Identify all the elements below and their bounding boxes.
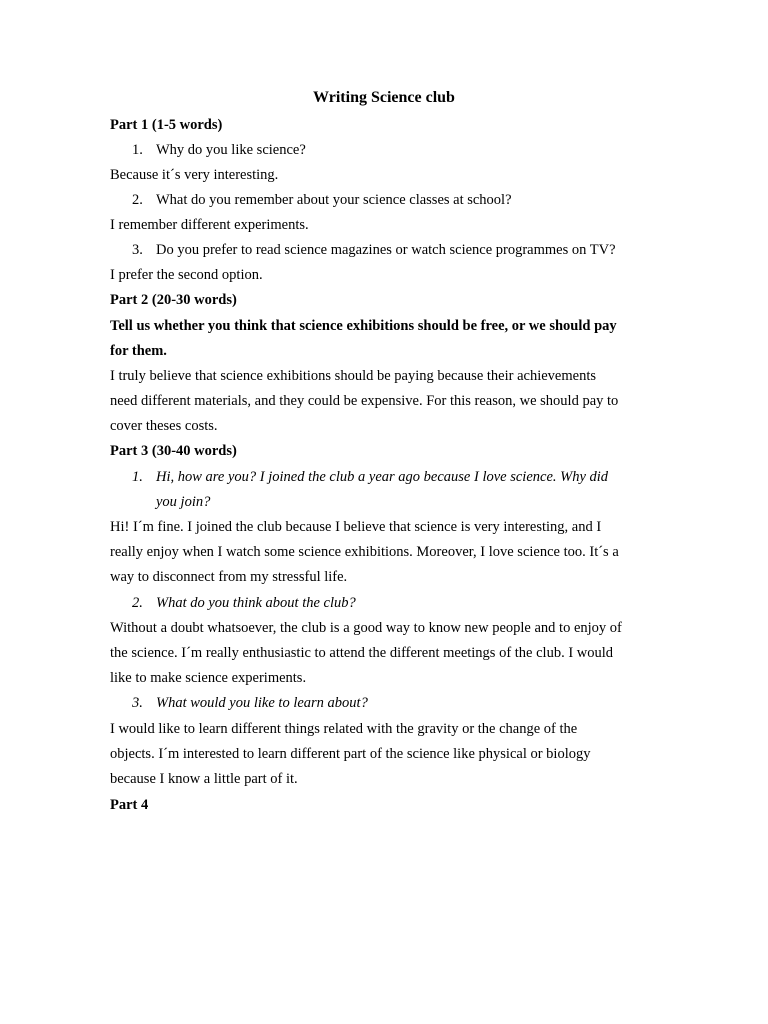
part1-q3-number: 3. <box>132 242 143 258</box>
part4-heading: Part 4 <box>110 797 149 813</box>
part3-a1-line1: Hi! I´m fine. I joined the club because I believe that science is very interesting, and I <box>110 519 602 535</box>
part3-a2-line3: like to make science experiments. <box>110 670 307 686</box>
part1-q2-number: 2. <box>132 192 143 208</box>
part2-prompt-line1: Tell us whether you think that science exhibitions should be free, or we should pay <box>110 318 617 334</box>
part3-q3-text: What would you like to learn about? <box>156 695 368 711</box>
part2-answer-line3: cover theses costs. <box>110 418 218 434</box>
part3-q1-number: 1. <box>132 469 143 485</box>
part1-a2: I remember different experiments. <box>110 217 309 233</box>
part1-q1-text: Why do you like science? <box>156 142 306 158</box>
part2-heading: Part 2 (20-30 words) <box>110 292 237 308</box>
part1-q1-number: 1. <box>132 142 143 158</box>
part1-q3-text: Do you prefer to read science magazines or watch science programmes on TV? <box>156 242 616 258</box>
part3-q2-text: What do you think about the club? <box>156 595 356 611</box>
part1-q2-text: What do you remember about your science classes at school? <box>156 192 512 208</box>
part3-a1-line2: really enjoy when I watch some science exhibitions. Moreover, I love science too. It´s a <box>110 544 619 560</box>
part1-a1: Because it´s very interesting. <box>110 167 279 183</box>
part1-a3: I prefer the second option. <box>110 267 263 283</box>
part3-a3-line3: because I know a little part of it. <box>110 771 298 787</box>
part3-q1-line1: Hi, how are you? I joined the club a year ago because I love science. Why did <box>156 469 609 485</box>
part1-heading: Part 1 (1-5 words) <box>110 117 223 133</box>
part3-q1-line2: you join? <box>156 494 211 510</box>
part3-q3-number: 3. <box>132 695 143 711</box>
part3-a2-line2: the science. I´m really enthusiastic to attend the different meetings of the club. I would <box>110 645 614 661</box>
part3-a3-line1: I would like to learn different things related with the gravity or the change of the <box>110 721 578 737</box>
part3-a3-line2: objects. I´m interested to learn different part of the science like physical or biology <box>110 746 591 762</box>
part3-a2-line1: Without a doubt whatsoever, the club is a good way to know new people and to enjoy of <box>110 620 622 636</box>
document-title: Writing Science club <box>313 89 455 106</box>
part2-answer-line1: I truly believe that science exhibitions should be paying because their achievements <box>110 368 596 384</box>
part3-heading: Part 3 (30-40 words) <box>110 443 237 459</box>
part2-prompt-line2: for them. <box>110 343 167 359</box>
part3-a1-line3: way to disconnect from my stressful life. <box>110 569 348 585</box>
part3-q2-number: 2. <box>132 595 143 611</box>
part2-answer-line2: need different materials, and they could be expensive. For this reason, we should pay to <box>110 393 619 409</box>
